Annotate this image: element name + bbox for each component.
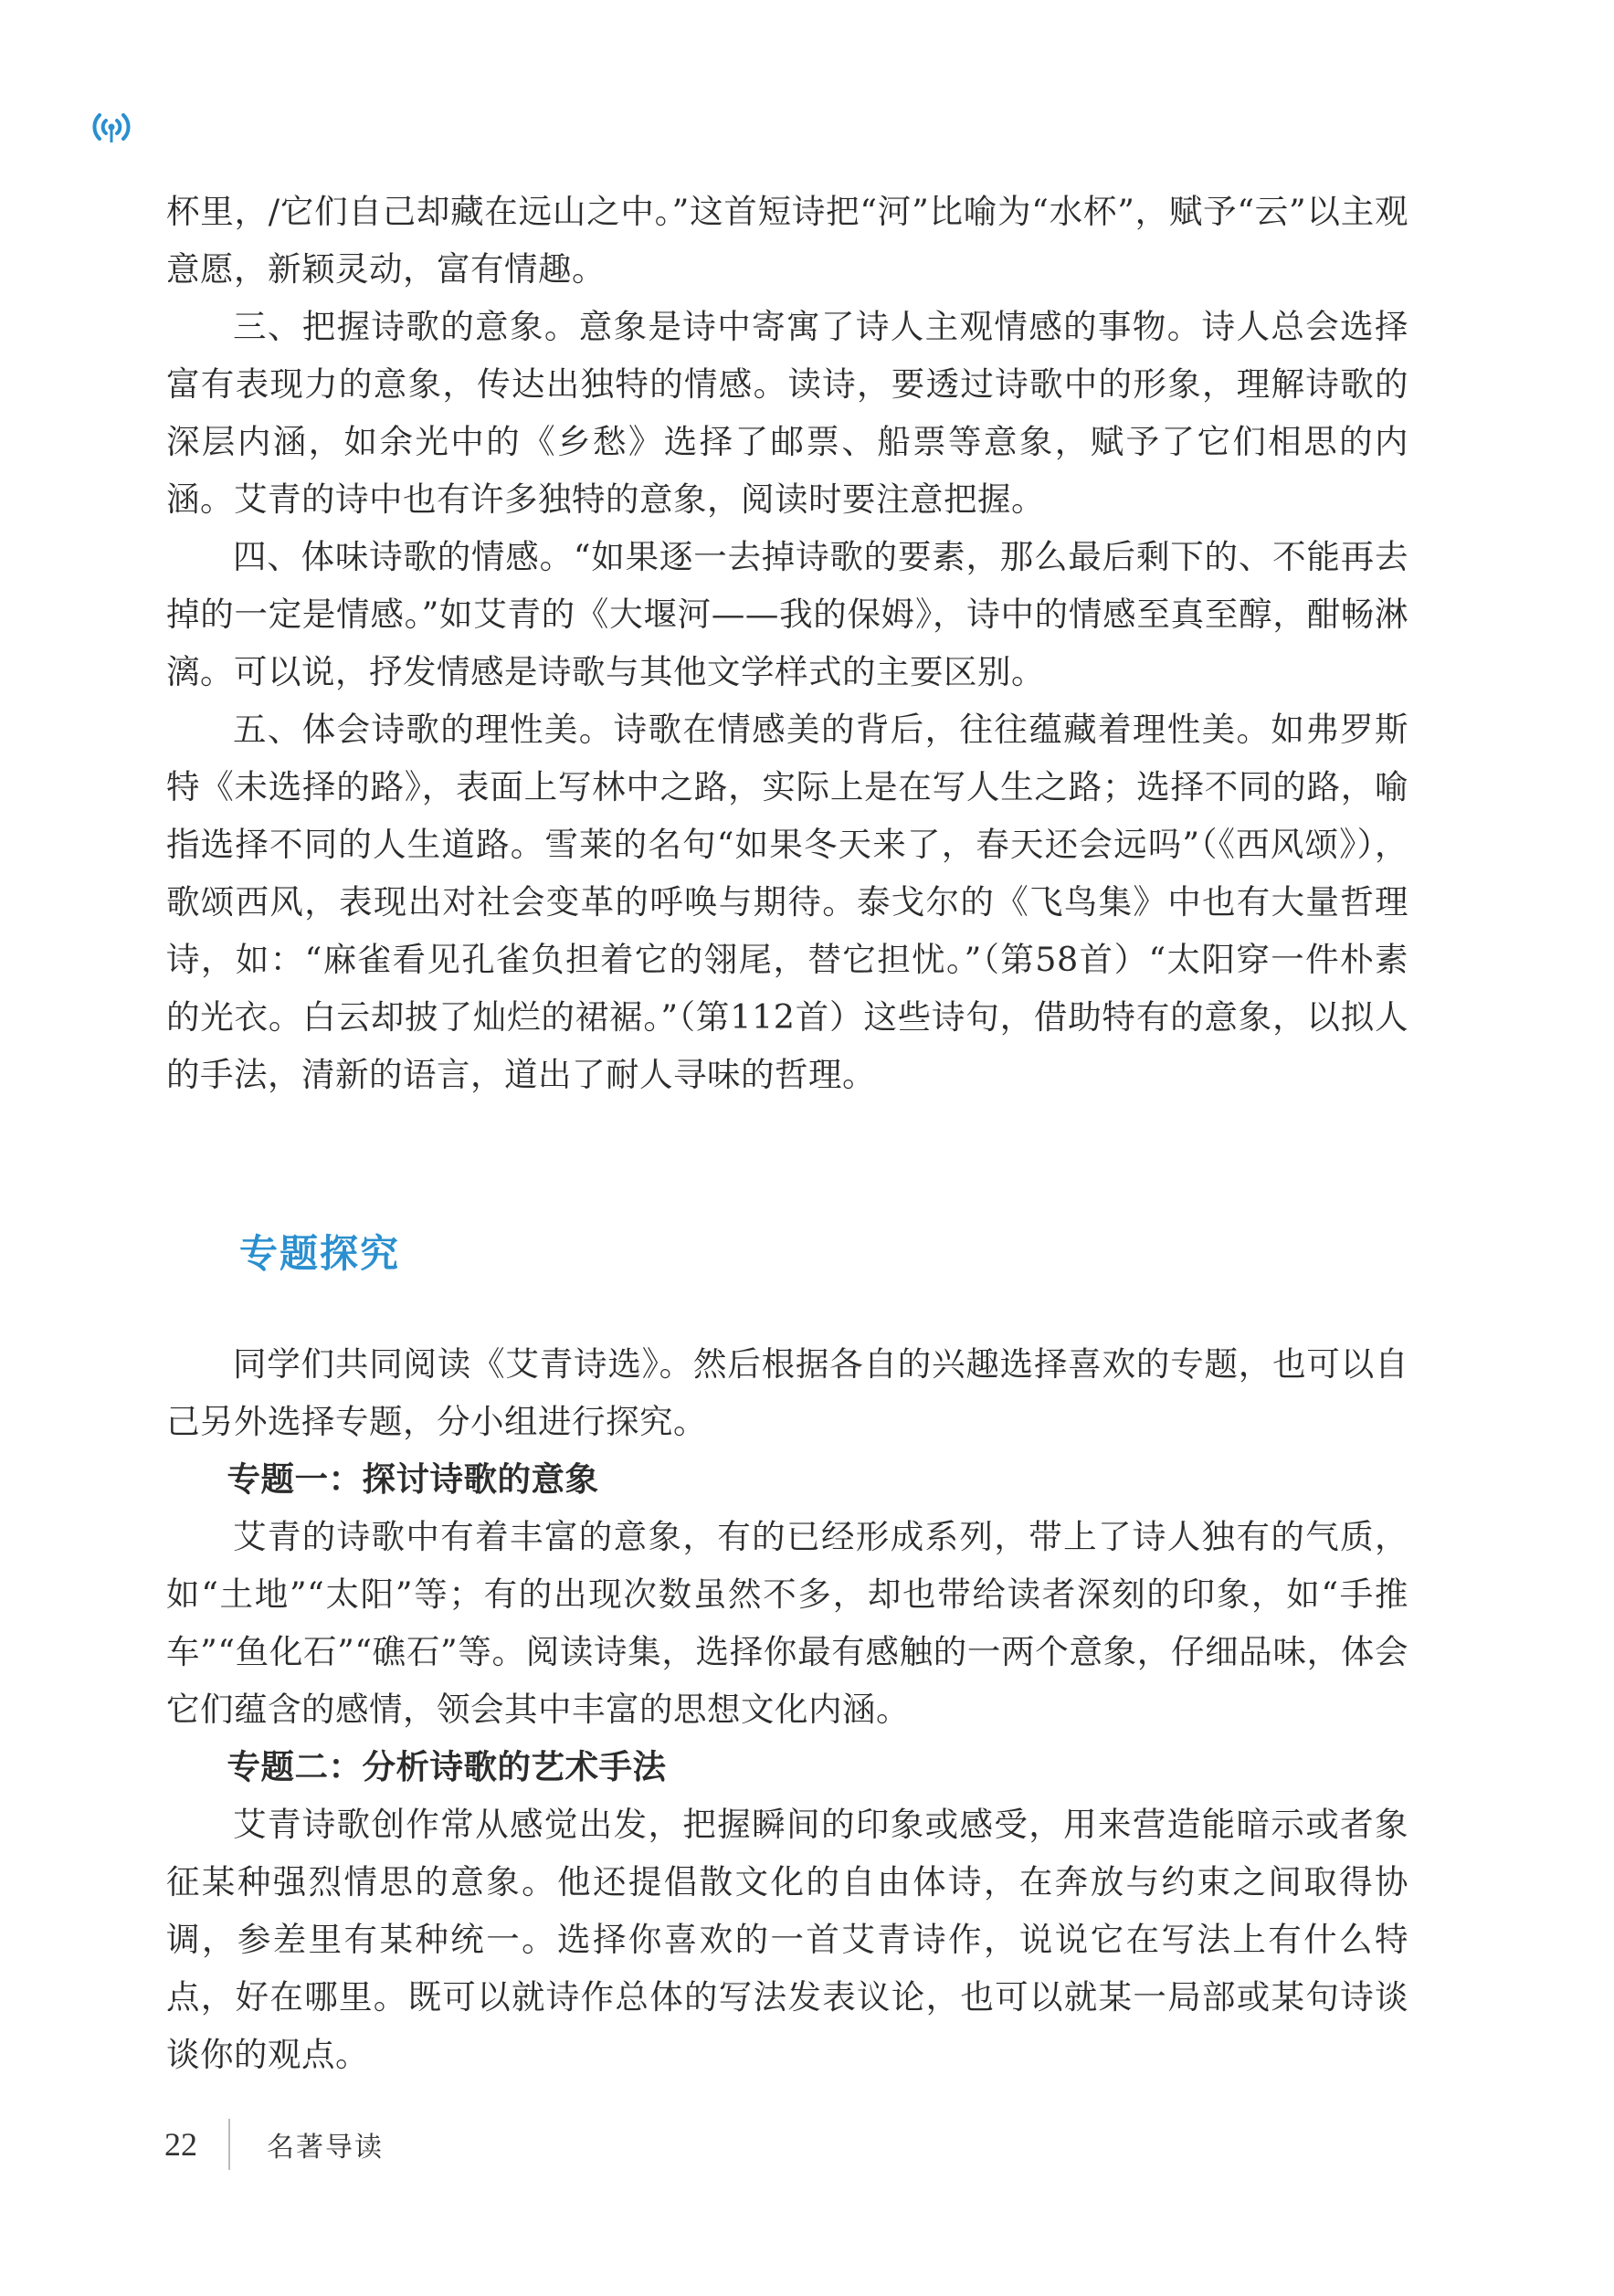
section-title: 专题探究	[239, 1231, 401, 1276]
body-text	[166, 183, 1408, 1103]
paragraph-continuation: 杯里，/它们自己却藏在远山之中。”这首短诗把“河”比喻为“水杯”，赋予“云”以主观意愿，新颖灵动，富有情趣。	[166, 192, 1408, 289]
topic1-heading: 专题一：探讨诗歌的意象	[227, 1459, 599, 1499]
page-number: 22	[164, 2126, 197, 2163]
reading-radio-icon	[91, 108, 132, 148]
section-body	[166, 1335, 1408, 2083]
paragraph-emotion: 四、体味诗歌的情感。“如果逐一去掉诗歌的要素，那么最后剩下的、不能再去掉的一定是情感。”如艾青的《大堰河——我的保姆》，诗中的情感至真至醇，酣畅淋漓。可以说，抒发情感是诗歌与其他文学样式的主要区别。	[166, 537, 1408, 691]
book-title: 名著导读	[267, 2132, 384, 2164]
paragraph-rational-beauty: 五、体会诗歌的理性美。诗歌在情感美的背后，往往蕴藏着理性美。如弗罗斯特《未选择的路》，表面上写林中之路，实际上是在写人生之路；选择不同的路，喻指选择不同的人生道路。雪莱的名句“如果冬天来了，春天还会远吗”（《西风颂》），歌颂西风，表现出对社会变革的呼唤与期待。泰戈尔的《飞鸟集》中也有大量哲理诗，如：“麻雀看见孔雀负担着它的翎尾，替它担忧。”（第58首）“太阳穿一件朴素的光衣。白云却披了灿烂的裙裾。”（第112首）这些诗句，借助特有的意象，以拟人的手法，清新的语言，道出了耐人寻味的哲理。	[166, 710, 1408, 1094]
section-intro: 同学们共同阅读《艾青诗选》。然后根据各自的兴趣选择喜欢的专题，也可以自己另外选择专题，分小组进行探究。	[166, 1344, 1408, 1441]
topic2-text: 艾青诗歌创作常从感觉出发，把握瞬间的印象或感受，用来营造能暗示或者象征某种强烈情思的意象。他还提倡散文化的自由体诗，在奔放与约束之间取得协调，参差里有某种统一。选择你喜欢的一首艾青诗作，说说它在写法上有什么特点，好在哪里。既可以就诗作总体的写法发表议论，也可以就某一局部或某句诗谈谈你的观点。	[166, 1805, 1408, 2074]
page-footer	[164, 2117, 384, 2172]
topic1-text: 艾青的诗歌中有着丰富的意象，有的已经形成系列，带上了诗人独有的气质，如“土地”“太阳”等；有的出现次数虽然不多，却也带给读者深刻的印象，如“手推车”“鱼化石”“礁石”等。阅读诗集，选择你最有感触的一两个意象，仔细品味，体会它们蕴含的感情，领会其中丰富的思想文化内涵。	[166, 1517, 1408, 1729]
topic2-heading: 专题二：分析诗歌的艺术手法	[227, 1747, 667, 1786]
footer-divider	[228, 2119, 230, 2170]
paragraph-imagery: 三、把握诗歌的意象。意象是诗中寄寓了诗人主观情感的事物。诗人总会选择富有表现力的意象，传达出独特的情感。读诗，要透过诗歌中的形象，理解诗歌的深层内涵，如余光中的《乡愁》选择了邮票、船票等意象，赋予了它们相思的内涵。艾青的诗中也有许多独特的意象，阅读时要注意把握。	[166, 307, 1408, 519]
